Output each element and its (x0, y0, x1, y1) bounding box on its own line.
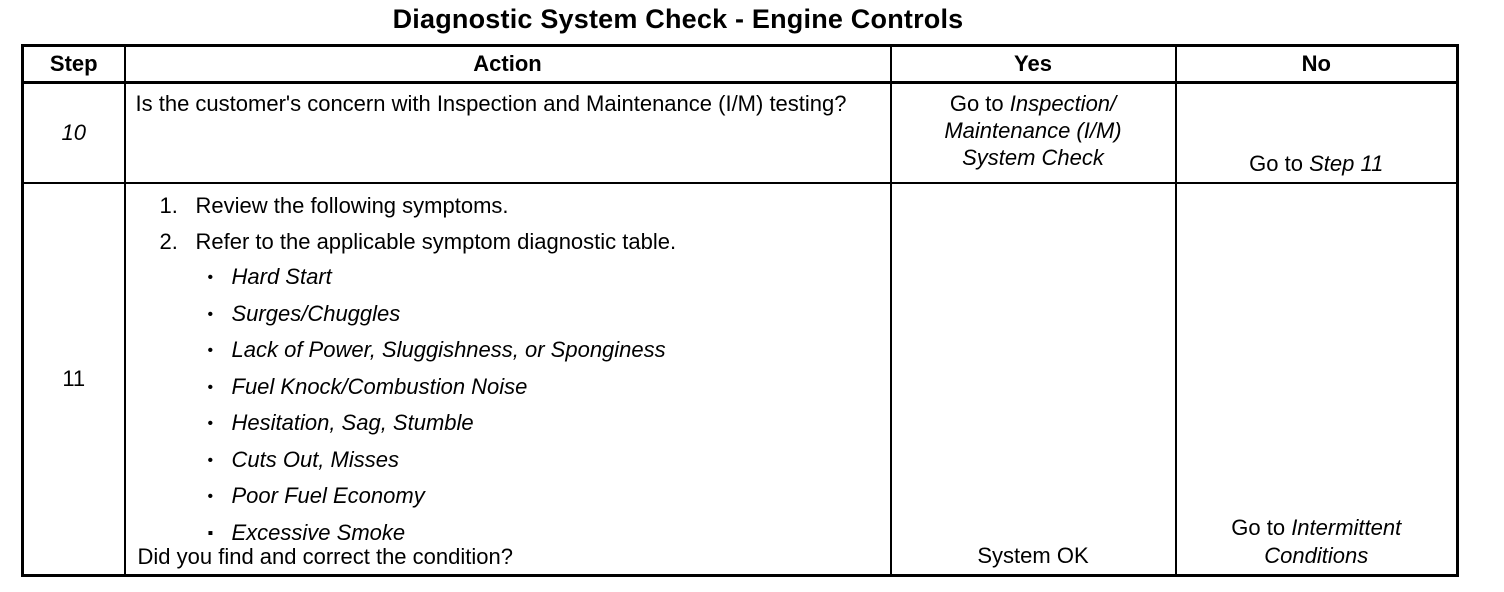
no-prefix: Go to (1249, 151, 1310, 176)
yes-reference-link[interactable]: Inspection/ (1009, 91, 1117, 116)
symptom-item: • Cuts Out, Misses (208, 442, 666, 479)
no-reference-link[interactable]: Step 11 (1309, 151, 1384, 176)
no-result (1176, 83, 1458, 184)
bullet-icon: • (207, 488, 214, 505)
no-reference-link-line2[interactable]: Conditions (1264, 543, 1369, 568)
yes-prefix: Go to (949, 91, 1010, 116)
symptom-item: • Hard Start (208, 259, 666, 296)
table-row-step-11 (23, 183, 1458, 576)
bullet-icon: • (207, 342, 214, 359)
bullet-icon: • (207, 269, 214, 286)
step-number: 11 (23, 183, 125, 576)
no-result (1176, 183, 1458, 576)
table-header-row (23, 46, 1458, 83)
column-header-no: No (1176, 46, 1458, 83)
bullet-icon: • (207, 378, 214, 396)
yes-result (891, 83, 1176, 184)
no-reference-link[interactable]: Intermittent (1291, 515, 1402, 540)
symptom-item: • Hesitation, Sag, Stumble (208, 405, 666, 442)
symptom-item: • Poor Fuel Economy (208, 478, 666, 515)
column-header-action: Action (125, 46, 891, 83)
action-text: Is the customer's concern with Inspection and Maintenance (I/M) testing? (125, 83, 891, 184)
page-title: Diagnostic System Check - Engine Controls (392, 4, 964, 34)
symptom-item: • Surges/Chuggles (208, 296, 666, 333)
step-number: 10 (23, 83, 125, 184)
table-row-step-10 (23, 83, 1458, 184)
bullet-icon: • (207, 451, 214, 469)
symptom-list (208, 259, 666, 551)
action-question: Did you find and correct the condition? (137, 544, 513, 569)
symptom-item: • Fuel Knock/Combustion Noise (208, 369, 666, 406)
symptom-item: ▪ Excessive Smoke (208, 515, 666, 552)
bullet-icon: • (207, 415, 214, 432)
action-cell (125, 183, 891, 576)
instruction-item: 2. Refer to the applicable symptom diagnostic table. (159, 228, 677, 254)
yes-reference-link-line3[interactable]: System Check (962, 145, 1104, 170)
no-prefix: Go to (1231, 515, 1292, 540)
column-header-step: Step (23, 46, 125, 83)
instruction-list (160, 188, 677, 259)
bullet-icon: ▪ (207, 524, 214, 542)
diagnostic-table (21, 44, 1459, 577)
column-header-yes: Yes (891, 46, 1176, 83)
yes-reference-link-line2[interactable]: Maintenance (I/M) (944, 118, 1122, 143)
symptom-item: • Lack of Power, Sluggishness, or Sponginess (208, 332, 666, 369)
bullet-icon: • (207, 305, 214, 323)
yes-result: System OK (891, 183, 1176, 576)
instruction-item: 1. Review the following symptoms. (159, 193, 509, 218)
